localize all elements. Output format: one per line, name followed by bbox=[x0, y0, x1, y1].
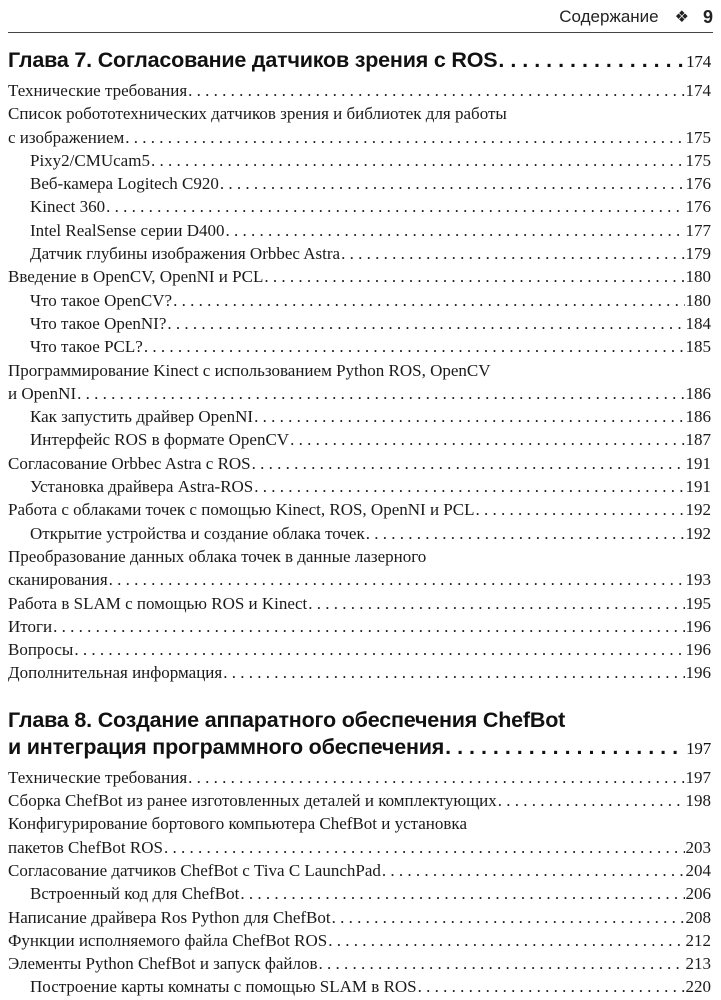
chapter-8-heading[interactable] bbox=[8, 734, 711, 762]
entry-title: Дополнительная информация bbox=[8, 663, 223, 683]
toc-entry[interactable] bbox=[8, 452, 711, 475]
entry-title: Сборка ChefBot из ранее изготовленных деталей и комплектующих bbox=[8, 791, 497, 811]
toc-entry[interactable] bbox=[8, 568, 711, 591]
entry-title: Итоги bbox=[8, 616, 53, 636]
page-number: 180 bbox=[685, 267, 711, 287]
page-number: 174 bbox=[685, 81, 711, 100]
dot-leader bbox=[264, 265, 684, 288]
toc-entry[interactable] bbox=[8, 592, 711, 615]
entry-title: Введение в OpenCV, OpenNI и PCL bbox=[8, 267, 264, 287]
header-ornament-icon: ❖ bbox=[674, 9, 689, 26]
toc-subentry[interactable] bbox=[8, 289, 711, 312]
page-number: 196 bbox=[685, 616, 711, 636]
toc-subentry[interactable] bbox=[8, 195, 711, 218]
dot-leader bbox=[382, 859, 685, 882]
toc-subentry[interactable] bbox=[8, 149, 711, 172]
toc-entry[interactable] bbox=[8, 638, 711, 661]
page-number: 175 bbox=[685, 150, 711, 170]
toc-entry[interactable] bbox=[8, 265, 711, 288]
table-of-contents bbox=[8, 47, 711, 999]
toc-entry[interactable] bbox=[8, 836, 711, 859]
page-number: 180 bbox=[685, 290, 711, 310]
page-number: 186 bbox=[685, 383, 711, 403]
page-number: 195 bbox=[685, 593, 711, 613]
dot-leader bbox=[498, 47, 685, 74]
toc-subentry[interactable] bbox=[8, 219, 711, 242]
dot-leader bbox=[475, 498, 684, 521]
dot-leader bbox=[254, 475, 684, 498]
entry-title: Датчик глубины изображения Orbbec Astra bbox=[30, 244, 341, 264]
page-number: 177 bbox=[685, 220, 711, 240]
chapter-title: и интеграция программного обеспечения bbox=[8, 734, 445, 759]
entry-title: Интерфейс ROS в формате OpenCV bbox=[30, 430, 290, 450]
entry-title: Что такое OpenCV? bbox=[30, 290, 173, 310]
entry-title: Что такое OpenNI? bbox=[30, 313, 167, 333]
page-number: 193 bbox=[685, 570, 711, 590]
entry-title: Построение карты комнаты с помощью SLAM в ROS bbox=[30, 977, 417, 997]
toc-entry[interactable] bbox=[8, 126, 711, 149]
dot-leader bbox=[252, 452, 685, 475]
entry-title: Вопросы bbox=[8, 640, 74, 660]
dot-leader bbox=[445, 734, 685, 761]
entry-title: Элементы Python ChefBot и запуск файлов bbox=[8, 954, 318, 974]
entry-title: Согласование датчиков ChefBot с Tiva C LaunchPad bbox=[8, 860, 381, 880]
entry-title: Работа в SLAM с помощью ROS и Kinect bbox=[8, 593, 308, 613]
entry-title: Технические требования bbox=[8, 767, 188, 787]
dot-leader bbox=[366, 522, 685, 545]
toc-entry[interactable] bbox=[8, 766, 711, 789]
toc-subentry[interactable] bbox=[8, 242, 711, 265]
dot-leader bbox=[328, 929, 684, 952]
page-number: 186 bbox=[685, 407, 711, 427]
page-number: 176 bbox=[685, 174, 711, 194]
page-number: 179 bbox=[685, 244, 711, 264]
page-number: 220 bbox=[685, 977, 711, 997]
page-number: 204 bbox=[685, 860, 711, 880]
page-number: 208 bbox=[685, 907, 711, 927]
page-number: 174 bbox=[686, 52, 711, 71]
dot-leader bbox=[254, 405, 684, 428]
dot-leader bbox=[290, 428, 684, 451]
entry-title: Работа с облаками точек с помощью Kinect, ROS, OpenNI и PCL bbox=[8, 500, 475, 520]
toc-entry[interactable] bbox=[8, 952, 711, 975]
entry-title: Функции исполняемого файла ChefBot ROS bbox=[8, 930, 328, 950]
entry-title: Intel RealSense серии D400 bbox=[30, 220, 225, 240]
header-rule bbox=[8, 32, 713, 33]
header-page-number: 9 bbox=[702, 6, 713, 27]
toc-subentry[interactable] bbox=[8, 975, 711, 998]
entry-title-line[interactable]: Программирование Kinect с использованием Python ROS, OpenCV bbox=[8, 360, 491, 380]
header-section-title: Содержание bbox=[559, 7, 659, 26]
dot-leader bbox=[498, 789, 685, 812]
dot-leader bbox=[220, 172, 685, 195]
dot-leader bbox=[125, 126, 684, 149]
toc-subentry[interactable] bbox=[8, 312, 711, 335]
dot-leader bbox=[77, 382, 684, 405]
page-number: 187 bbox=[685, 430, 711, 450]
page-number: 175 bbox=[685, 127, 711, 147]
entry-title: с изображением bbox=[8, 127, 125, 147]
toc-subentry[interactable] bbox=[8, 428, 711, 451]
entry-title: Согласование Orbbec Astra с ROS bbox=[8, 453, 251, 473]
page-number: 192 bbox=[685, 523, 711, 543]
entry-title: Pixy2/CMUcam5 bbox=[30, 150, 150, 170]
page-number: 184 bbox=[685, 313, 711, 333]
toc-subentry[interactable] bbox=[8, 172, 711, 195]
toc-subentry[interactable] bbox=[8, 475, 711, 498]
toc-entry[interactable] bbox=[8, 929, 711, 952]
dot-leader bbox=[109, 568, 685, 591]
dot-leader bbox=[53, 615, 684, 638]
page-number: 191 bbox=[685, 453, 711, 473]
dot-leader bbox=[341, 242, 684, 265]
dot-leader bbox=[106, 195, 684, 218]
page-number: 213 bbox=[685, 954, 711, 974]
dot-leader bbox=[308, 592, 684, 615]
entry-title: Установка драйвера Astra-ROS bbox=[30, 477, 254, 497]
dot-leader bbox=[173, 289, 684, 312]
chapter-7-heading[interactable] bbox=[8, 47, 711, 75]
page-number: 197 bbox=[685, 767, 711, 787]
dot-leader bbox=[332, 906, 685, 929]
toc-subentry[interactable] bbox=[8, 335, 711, 358]
entry-title: сканирования bbox=[8, 570, 108, 590]
toc-subentry[interactable] bbox=[8, 522, 711, 545]
toc-subentry[interactable] bbox=[8, 882, 711, 905]
page-number: 196 bbox=[685, 663, 711, 683]
page-number: 206 bbox=[685, 884, 711, 904]
chapter-gap bbox=[8, 685, 711, 707]
dot-leader bbox=[188, 79, 684, 102]
dot-leader bbox=[226, 219, 685, 242]
dot-leader bbox=[144, 335, 685, 358]
toc-entry[interactable] bbox=[8, 615, 711, 638]
chapter-8-heading-line[interactable]: Глава 8. Создание аппаратного обеспечения ChefBot bbox=[8, 707, 566, 732]
dot-leader bbox=[319, 952, 685, 975]
entry-title: Встроенный код для ChefBot bbox=[30, 884, 240, 904]
toc-entry[interactable] bbox=[8, 859, 711, 882]
page-number: 198 bbox=[685, 791, 711, 811]
entry-title: Что такое PCL? bbox=[30, 337, 143, 357]
dot-leader bbox=[167, 312, 684, 335]
dot-leader bbox=[164, 836, 685, 859]
entry-title-line[interactable]: Список робототехнических датчиков зрения и библиотек для работы bbox=[8, 104, 507, 124]
toc-entry[interactable] bbox=[8, 661, 711, 684]
entry-title: Kinect 360 bbox=[30, 197, 106, 217]
toc-entry[interactable] bbox=[8, 498, 711, 521]
dot-leader bbox=[223, 661, 684, 684]
page-number: 185 bbox=[685, 337, 711, 357]
chapter-title: Глава 7. Согласование датчиков зрения с ROS bbox=[8, 48, 498, 72]
dot-leader bbox=[74, 638, 684, 661]
entry-title-line[interactable]: Конфигурирование бортового компьютера ChefBot и установка bbox=[8, 814, 467, 834]
toc-entry[interactable] bbox=[8, 382, 711, 405]
dot-leader bbox=[418, 975, 685, 998]
entry-title-line[interactable]: Преобразование данных облака точек в данные лазерного bbox=[8, 546, 427, 566]
page-number: 176 bbox=[685, 197, 711, 217]
toc-entry[interactable] bbox=[8, 789, 711, 812]
entry-title: Написание драйвера Ros Python для ChefBot bbox=[8, 907, 331, 927]
page-number: 197 bbox=[686, 738, 711, 758]
entry-title: Открытие устройства и создание облака точек bbox=[30, 523, 365, 543]
toc-subentry[interactable] bbox=[8, 405, 711, 428]
entry-title: Веб-камера Logitech C920 bbox=[30, 174, 219, 194]
running-header bbox=[8, 4, 713, 30]
entry-title: Технические требования bbox=[8, 81, 188, 100]
toc-entry[interactable] bbox=[8, 79, 711, 102]
dot-leader bbox=[240, 882, 684, 905]
entry-title: пакетов ChefBot ROS bbox=[8, 837, 163, 857]
page-number: 203 bbox=[685, 837, 711, 857]
page-number: 191 bbox=[685, 477, 711, 497]
dot-leader bbox=[188, 766, 684, 789]
entry-title: Как запустить драйвер OpenNI bbox=[30, 407, 254, 427]
page-number: 212 bbox=[685, 930, 711, 950]
page-number: 192 bbox=[685, 500, 711, 520]
page-number: 196 bbox=[685, 640, 711, 660]
entry-title: и OpenNI bbox=[8, 383, 77, 403]
toc-entry[interactable] bbox=[8, 906, 711, 929]
dot-leader bbox=[151, 149, 685, 172]
